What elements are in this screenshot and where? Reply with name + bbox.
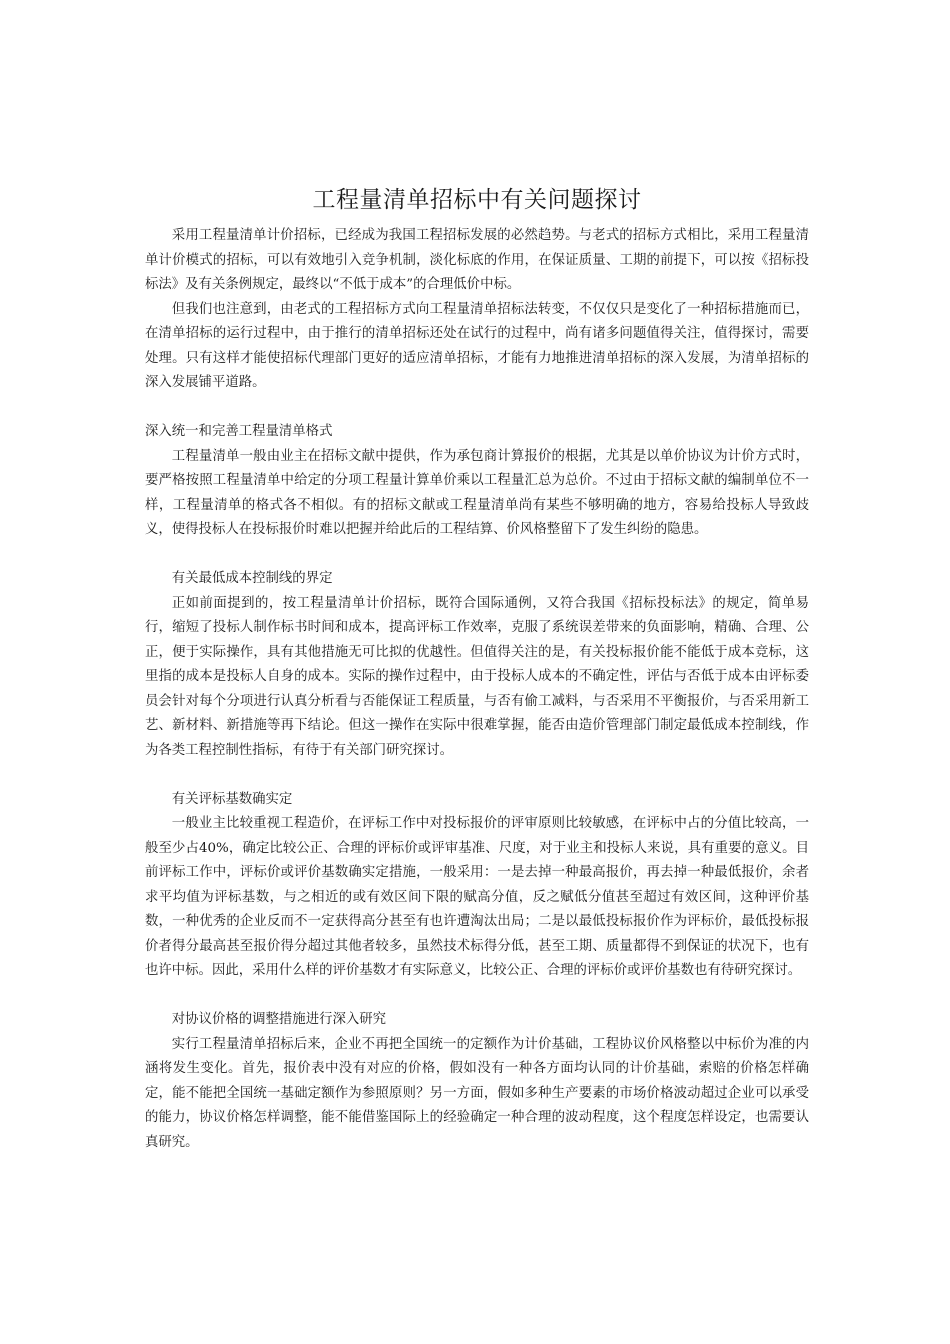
section [145,567,809,763]
section-heading: 有关评标基数确实定 [171,791,293,807]
section-body: 正如前面提到的，按工程量清单计价招标，既符合国际通例，又符合我国《招标投标法》的规定，简单易行，缩短了投标人制作标书时间和成本，提高评标工作效率，克服了系统误差带来的负面影响，精确、合理、公正，便于实际操作，具有其他措施无可比拟的优越性。但值得关注的是，有关投标报价能不能低于成本竞标，这里指的成本是投标人自身的成本。实际的操作过程中，由于投标人成本的不确定性，评估与否低于成本由评标委员会针对每个分项进行认真分析看与否能保证工程质量，与否有偷工减料，与否采用不平衡报价，与否采用新工艺、新材料、新措施等再下结论。但这一操作在实际中很难掌握，能否由造价管理部门制定最低成本控制线，作为各类工程控制性指标，有待于有关部门研究探讨。 [145,595,809,758]
document-page [145,182,809,1155]
intro-paragraph: 采用工程量清单计价招标，已经成为我国工程招标发展的必然趋势。与老式的招标方式相比，采用工程量清单计价模式的招标，可以有效地引入竞争机制，淡化标底的作用，在保证质量、工期的前提下，可以按《招标投标法》及有关条例规定，最终以“不低于成本”的合理低价中标。 [145,228,809,292]
section-body: 实行工程量清单招标后来，企业不再把全国统一的定额作为计价基础，工程协议价风格整以中标价为准的内涵将发生变化。首先，报价表中没有对应的价格，假如没有一种各方面均认同的计价基础，索赔的价格怎样确定，能不能把全国统一基础定额作为参照原则？另一方面，假如多种生产要素的市场价格波动超过企业可以承受的能力，协议价格怎样调整，能不能借鉴国际上的经验确定一种合理的波动程度，这个程度怎样设定，也需要认真研究。 [145,1036,809,1150]
spacer [145,984,809,1009]
section-heading: 有关最低成本控制线的界定 [171,571,333,586]
spacer [145,543,809,568]
section [145,788,809,984]
document-title: 工程量清单招标中有关问题探讨 [312,187,642,213]
section [145,420,809,543]
spacer [145,763,809,788]
section [145,1008,809,1155]
section-body: 工程量清单一般由业主在招标文献中提供，作为承包商计算报价的根据，尤其是以单价协议为计价方式时，要严格按照工程量清单中给定的分项工程量计算单价乘以工程量汇总为总价。不过由于招标文献的编制单位不一样，工程量清单的格式各不相似。有的招标文献或工程量清单尚有某些不够明确的地方，容易给投标人导致歧义，使得投标人在投标报价时难以把握并给此后的工程结算、价风格整留下了发生纠纷的隐患。 [145,448,809,537]
spacer [145,396,809,421]
intro-paragraph: 但我们也注意到，由老式的工程招标方式向工程量清单招标法转变，不仅仅只是变化了一种招标措施而已，在清单招标的运行过程中，由于推行的清单招标还处在试行的过程中，尚有诸多问题值得关注，值得探讨，需要处理。只有这样才能使招标代理部门更好的适应清单招标，才能有力地推进清单招标的深入发展，为清单招标的深入发展铺平道路。 [145,301,809,390]
section-heading: 深入统一和完善工程量清单格式 [145,424,333,439]
section-body: 一般业主比较重视工程造价，在评标工作中对投标报价的评审原则比较敏感，在评标中占的分值比较高，一般至少占40%，确定比较公正、合理的评标价或评审基准、尺度，对于业主和投标人来说，具有重要的意义。目前评标工作中，评标价或评价基数确实定措施，一般采用：一是去掉一种最高报价，再去掉一种最低报价，余者求平均值为评标基数，与之相近的或有效区间下限的赋高分值，反之赋低分值甚至超过有效区间，这种评价基数，一种优秀的企业反而不一定获得高分甚至有也许遭淘汰出局；二是以最低投标报价作为评标价，最低投标报价者得分最高甚至报价得分超过其他者较多，虽然技术标得分低，甚至工期、质量都得不到保证的状况下，也有也许中标。因此，采用什么样的评价基数才有实际意义，比较公正、合理的评标价或评价基数也有待研究探讨。 [145,816,809,978]
section-heading: 对协议价格的调整措施进行深入研究 [171,1012,387,1027]
